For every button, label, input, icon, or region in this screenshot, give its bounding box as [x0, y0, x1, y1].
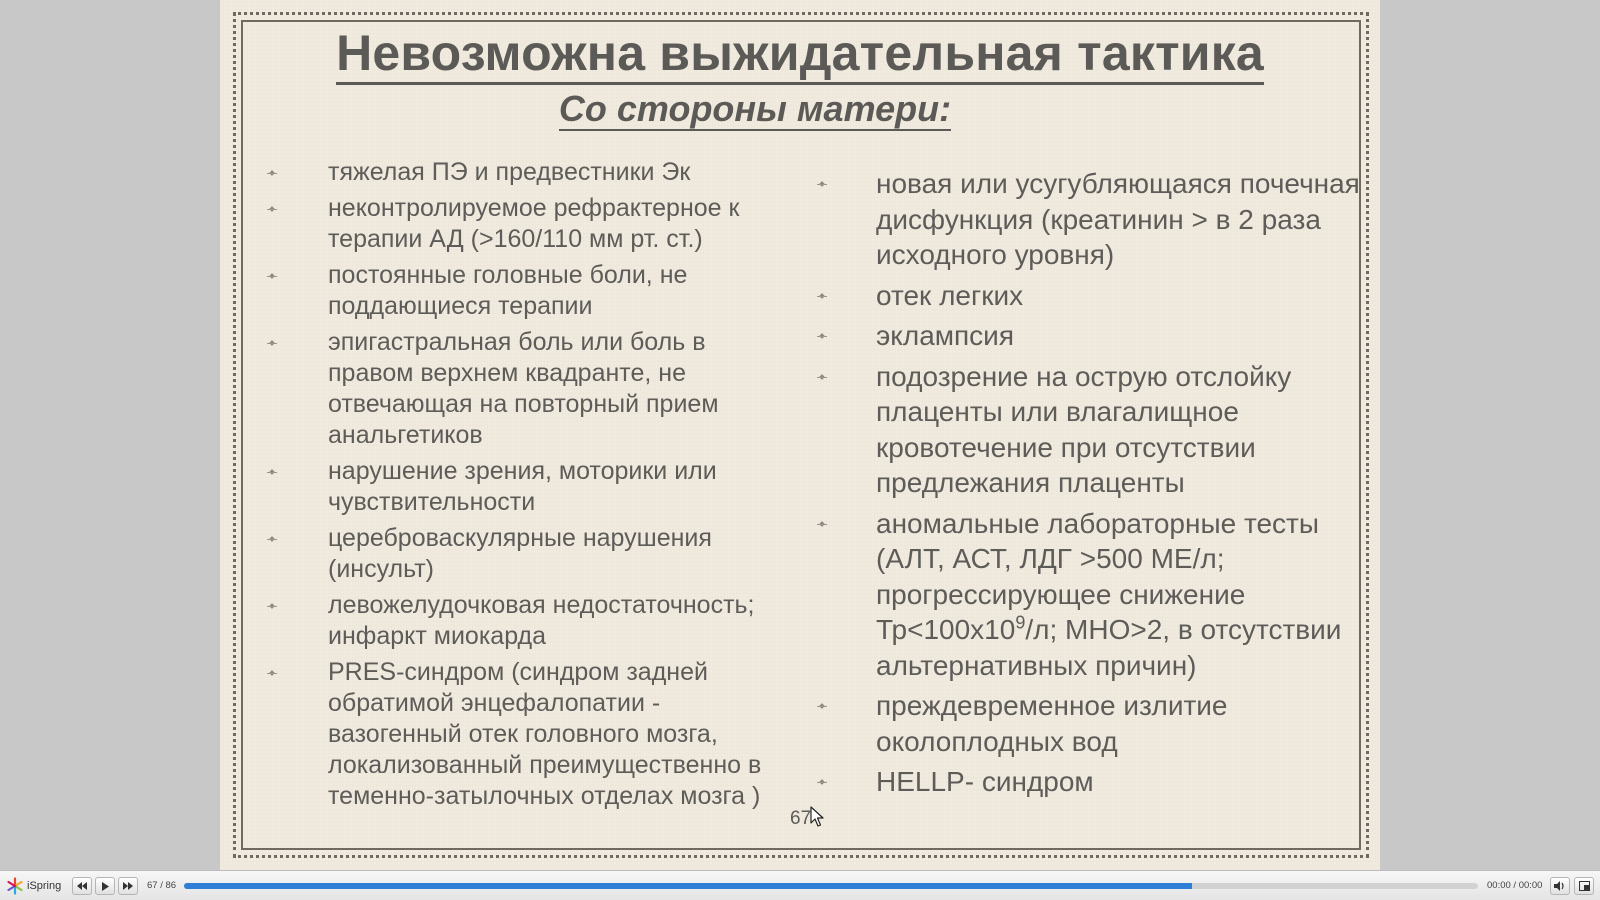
bullet-icon	[267, 537, 277, 543]
list-item	[808, 506, 1378, 684]
bullet-icon	[267, 341, 277, 347]
bullet-icon	[817, 704, 827, 710]
rewind-icon	[77, 882, 87, 890]
lab-tests-text-end: /л; МНО>2, в отсутствии альтернативных причин)	[876, 614, 1342, 681]
list-item	[260, 523, 780, 585]
player-control-bar	[0, 870, 1600, 900]
slide-subtitle-text: Со стороны матери:	[558, 88, 952, 129]
list-item-text: постоянные головные боли, не поддающиеся терапии	[328, 261, 688, 320]
fullscreen-button[interactable]	[1574, 877, 1594, 895]
bullet-icon	[817, 780, 827, 786]
list-item	[260, 657, 780, 812]
list-item-text: левожелудочковая недостаточность; инфаркт миокарда	[328, 591, 755, 650]
list-item-text: неконтролируемое рефрактерное к терапии АД (>160/110 мм рт. ст.)	[328, 194, 740, 253]
fullscreen-icon	[1579, 881, 1590, 891]
brand-name: iSpring	[27, 880, 62, 892]
mouse-pointer-icon	[810, 806, 824, 828]
slide-counter: 67 / 86	[147, 880, 177, 891]
ispring-logo-icon	[6, 877, 24, 895]
list-item	[808, 688, 1378, 759]
list-item-text: преждевременное излитие околоплодных вод	[876, 690, 1228, 757]
list-item-text: тяжелая ПЭ и предвестники Эк	[328, 158, 691, 186]
list-item-text: подозрение на острую отслойку плаценты или влагалищное кровотечение при отсутствии предлежания плаценты	[876, 360, 1292, 498]
slide-page-number: 67	[790, 808, 812, 829]
list-item	[260, 260, 780, 322]
fast-forward-icon	[123, 882, 133, 890]
bullet-icon	[267, 274, 277, 280]
list-item-text: отек легких	[876, 279, 1024, 311]
list-item	[260, 327, 780, 451]
list-item-text: HELLP- синдром	[876, 766, 1094, 797]
progress-fill	[184, 883, 1192, 889]
previous-slide-button[interactable]	[72, 877, 92, 895]
right-bullet-list	[808, 166, 1378, 805]
time-readout: 00:00 / 00:00	[1487, 880, 1543, 891]
lab-tests-text-start: аномальные лабораторные тесты (АЛТ, АСТ, ЛДГ >500 МЕ/л; прогрессирующее снижение Тр<100х10	[876, 507, 1319, 645]
list-item	[808, 278, 1378, 314]
list-item	[808, 318, 1378, 354]
volume-button[interactable]	[1550, 877, 1570, 895]
lab-tests-superscript: 9	[1015, 612, 1026, 633]
list-item	[808, 166, 1378, 273]
next-slide-button[interactable]	[118, 877, 138, 895]
bullet-icon	[817, 375, 827, 381]
speaker-icon	[1554, 881, 1566, 891]
lab-tests-text	[876, 508, 1341, 681]
bullet-icon	[817, 522, 827, 528]
bullet-icon	[817, 334, 827, 340]
play-icon	[101, 882, 109, 891]
bullet-icon	[267, 470, 277, 476]
bullet-icon	[267, 671, 277, 677]
list-item	[808, 359, 1378, 501]
bullet-icon	[267, 207, 277, 213]
brand-logo	[6, 877, 61, 895]
list-item	[260, 456, 780, 518]
bullet-icon	[267, 171, 277, 177]
bullet-icon	[817, 294, 827, 300]
bullet-icon	[817, 182, 827, 188]
slide-title-text: Невозможна выжидательная тактика	[336, 25, 1264, 85]
progress-bar[interactable]	[184, 883, 1478, 889]
list-item	[260, 590, 780, 652]
list-item-text: PRES-синдром (синдром задней обратимой энцефалопатии - вазогенный отек головного мозга, локализованный преимущественно в теменно-затылочных отделах мозга )	[328, 658, 762, 810]
slide-subtitle	[220, 88, 1290, 130]
list-item-text: новая или усугубляющаяся почечная дисфункция (креатинин > в 2 раза исходного уровня)	[876, 168, 1360, 270]
bullet-icon	[267, 604, 277, 610]
left-bullet-list	[260, 157, 780, 817]
list-item-text: эпигастральная боль или боль в правом верхнем квадранте, не отвечающая на повторный прием анальгетиков	[328, 328, 719, 449]
list-item	[808, 764, 1378, 800]
list-item-text: эклампсия	[876, 320, 1014, 351]
list-item-text: цереброваскулярные нарушения (инсульт)	[328, 524, 712, 583]
play-button[interactable]	[95, 877, 115, 895]
list-item	[260, 193, 780, 255]
list-item	[260, 157, 780, 188]
list-item-text: нарушение зрения, моторики или чувствительности	[328, 457, 717, 516]
slide-title	[220, 24, 1380, 82]
slide	[220, 0, 1380, 870]
